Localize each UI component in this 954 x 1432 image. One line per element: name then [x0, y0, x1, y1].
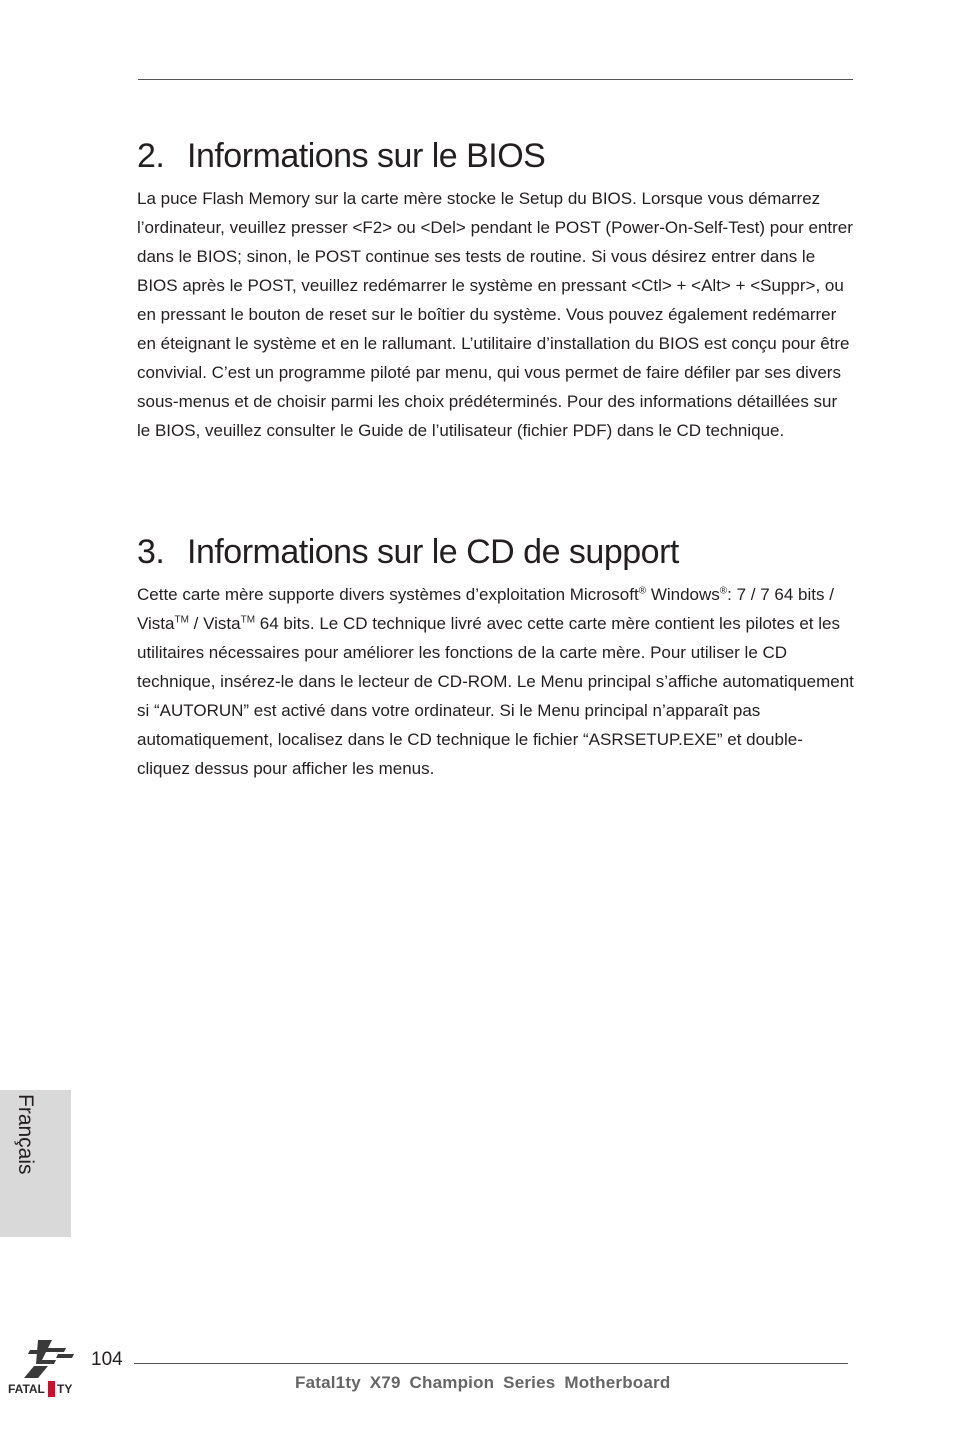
section-number: 2.: [137, 137, 165, 175]
trademark-mark: TM: [174, 614, 189, 626]
body-text: / Vista: [188, 614, 241, 633]
section-body-bios: La puce Flash Memory sur la carte mère stocke le Setup du BIOS. Lorsque vous démarrez l’ordinateur, veuillez presser <F2> ou <Del> pendant le POST (Power-On-Self-Test) pour entrer dans le BIOS; sinon, le POST continue ses tests de routine. Si vous désirez entrer dans le BIOS après le POST, veuillez redémarrer le système en pressant <Ctl> + <Alt> + <Suppr>, ou en pressant le bouton de reset sur le boîtier du système. Vous pouvez également redémarrer en éteignant le système et en le rallumant. L’utilitaire d’installation du BIOS est conçu pour être convivial. C’est un programme piloté par menu, qui vous permet de faire défiler par ses divers sous-menus et de choisir parmi les choix prédéterminés. Pour des informations détaillées sur le BIOS, veuillez consulter le Guide de l’utilisateur (fichier PDF) dans le CD technique.: [137, 189, 853, 440]
registered-mark: ®: [638, 585, 647, 597]
footer-title: Fatal1ty X79 Champion Series Motherboard: [295, 1373, 671, 1392]
language-side-tab: [0, 1090, 71, 1237]
svg-text:FATAL: FATAL: [8, 1382, 45, 1396]
section-title: Informations sur le BIOS: [187, 137, 546, 175]
section-bios-info: [137, 134, 855, 445]
fatal1ty-logo-icon: [8, 1338, 92, 1400]
section-support-cd: [137, 530, 855, 783]
registered-mark: ®: [719, 585, 728, 597]
section-number: 3.: [137, 533, 165, 571]
page-number: 104: [91, 1349, 123, 1370]
body-text: Windows: [646, 585, 720, 604]
svg-text:TY: TY: [57, 1382, 73, 1396]
section-body-cd: [137, 580, 855, 783]
body-text: 64 bits. Le CD technique livré avec cette carte mère contient les pilotes et les utilitaires nécessaires pour améliorer les fonctions de la carte mère. Pour utiliser le CD technique, insérez-le dans le lecteur de CD-ROM. Le Menu principal s’affiche automatiquement si “AUTORUN” est activé dans votre ordinateur. Si le Menu principal n’apparaît pas automatiquement, localisez dans le CD technique le fichier “ASRSETUP.EXE” et double-cliquez dessus pour afficher les menus.: [137, 614, 854, 778]
section-heading-bios: [137, 134, 855, 178]
trademark-mark: TM: [240, 614, 256, 626]
body-text: Cette carte mère supporte divers systèmes d’exploitation Microsoft: [137, 585, 639, 604]
section-heading-cd: [137, 530, 855, 574]
body-text: : 7 / 7 64 bits / Vista: [137, 585, 834, 633]
top-rule: [138, 79, 853, 80]
bottom-rule: [134, 1363, 848, 1364]
section-title: Informations sur le CD de support: [187, 533, 679, 571]
language-label: Français: [14, 1094, 37, 1175]
